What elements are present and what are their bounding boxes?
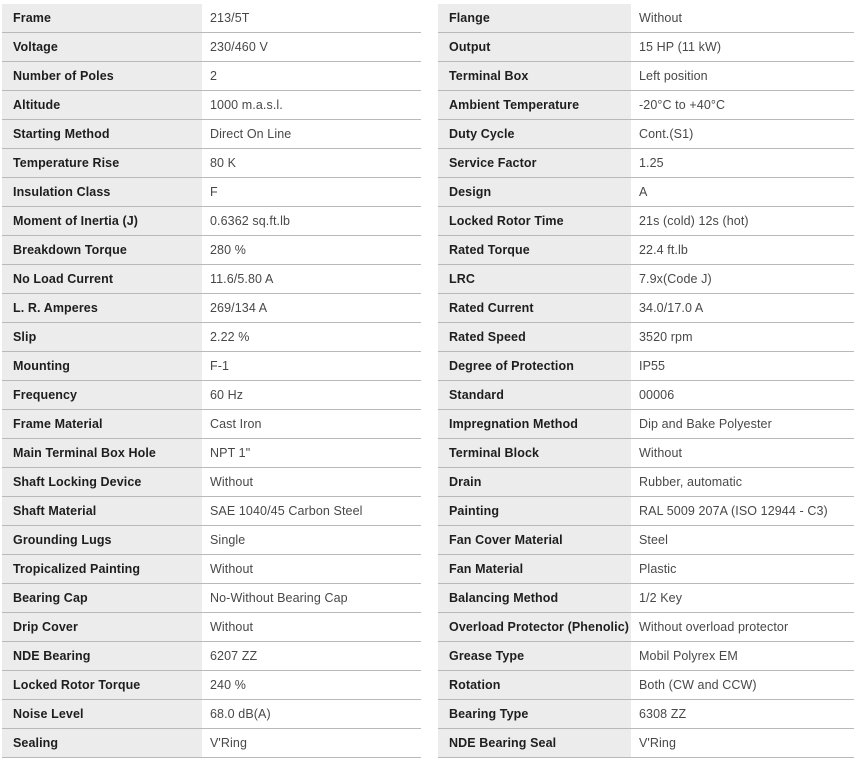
spec-value: Mobil Polyrex EM	[631, 642, 854, 670]
spec-label: Voltage	[2, 33, 202, 61]
spec-label: Terminal Block	[438, 439, 631, 467]
spec-row	[2, 381, 421, 410]
spec-label: Duty Cycle	[438, 120, 631, 148]
spec-label: Bearing Type	[438, 700, 631, 728]
spec-label: Number of Poles	[2, 62, 202, 90]
spec-row	[438, 700, 854, 729]
spec-row	[438, 33, 854, 62]
spec-value: 11.6/5.80 A	[202, 265, 421, 293]
spec-label: Impregnation Method	[438, 410, 631, 438]
spec-label: Bearing Cap	[2, 584, 202, 612]
spec-value: -20°C to +40°C	[631, 91, 854, 119]
spec-label: Frequency	[2, 381, 202, 409]
spec-label: Flange	[438, 4, 631, 32]
spec-row	[2, 236, 421, 265]
spec-label: Grounding Lugs	[2, 526, 202, 554]
spec-row	[2, 120, 421, 149]
spec-row	[438, 265, 854, 294]
spec-row	[438, 468, 854, 497]
spec-row	[438, 410, 854, 439]
spec-value: 34.0/17.0 A	[631, 294, 854, 322]
spec-label: LRC	[438, 265, 631, 293]
spec-label: Locked Rotor Torque	[2, 671, 202, 699]
spec-label: Terminal Box	[438, 62, 631, 90]
spec-value: Cast Iron	[202, 410, 421, 438]
spec-row	[438, 323, 854, 352]
spec-row	[438, 613, 854, 642]
spec-value: 15 HP (11 kW)	[631, 33, 854, 61]
spec-row	[2, 91, 421, 120]
spec-row	[2, 4, 421, 33]
spec-row	[438, 62, 854, 91]
spec-label: Noise Level	[2, 700, 202, 728]
spec-label: Shaft Material	[2, 497, 202, 525]
spec-value: 7.9x(Code J)	[631, 265, 854, 293]
spec-value: 1.25	[631, 149, 854, 177]
spec-table-right	[438, 4, 854, 768]
spec-value: Direct On Line	[202, 120, 421, 148]
spec-value: 21s (cold) 12s (hot)	[631, 207, 854, 235]
spec-label: Altitude	[2, 91, 202, 119]
spec-label: Fan Material	[438, 555, 631, 583]
spec-value: 1000 m.a.s.l.	[202, 91, 421, 119]
spec-value: SAE 1040/45 Carbon Steel	[202, 497, 421, 525]
spec-value: 00006	[631, 381, 854, 409]
spec-value: 2	[202, 62, 421, 90]
spec-row	[2, 642, 421, 671]
spec-value: 60 Hz	[202, 381, 421, 409]
spec-label: Frame	[2, 4, 202, 32]
spec-value: NPT 1"	[202, 439, 421, 467]
spec-table-left	[2, 4, 421, 768]
spec-label: Output	[438, 33, 631, 61]
spec-value: 6207 ZZ	[202, 642, 421, 670]
spec-row	[438, 526, 854, 555]
spec-label: Rated Current	[438, 294, 631, 322]
spec-label: Starting Method	[2, 120, 202, 148]
spec-value: 0.6362 sq.ft.lb	[202, 207, 421, 235]
spec-row	[2, 729, 421, 758]
spec-label: Mounting	[2, 352, 202, 380]
spec-label: Temperature Rise	[2, 149, 202, 177]
spec-value: 240 %	[202, 671, 421, 699]
spec-value: Without	[631, 439, 854, 467]
spec-label: Moment of Inertia (J)	[2, 207, 202, 235]
spec-value: Dip and Bake Polyester	[631, 410, 854, 438]
spec-label: Painting	[438, 497, 631, 525]
spec-label: NDE Bearing	[2, 642, 202, 670]
spec-label: No Load Current	[2, 265, 202, 293]
spec-label: Degree of Protection	[438, 352, 631, 380]
spec-value: Single	[202, 526, 421, 554]
spec-value: 68.0 dB(A)	[202, 700, 421, 728]
spec-value: F-1	[202, 352, 421, 380]
spec-row	[2, 294, 421, 323]
spec-row	[2, 671, 421, 700]
spec-label: Overload Protector (Phenolic)	[438, 613, 631, 641]
spec-label: Grease Type	[438, 642, 631, 670]
spec-value: 230/460 V	[202, 33, 421, 61]
spec-label: Service Factor	[438, 149, 631, 177]
spec-value: Steel	[631, 526, 854, 554]
spec-value: Without	[202, 468, 421, 496]
spec-value: 1/2 Key	[631, 584, 854, 612]
spec-value: 213/5T	[202, 4, 421, 32]
spec-value: Without	[202, 613, 421, 641]
spec-label: Main Terminal Box Hole	[2, 439, 202, 467]
spec-value: Without	[631, 4, 854, 32]
spec-row	[2, 149, 421, 178]
spec-label: Tropicalized Painting	[2, 555, 202, 583]
spec-row	[2, 33, 421, 62]
spec-row	[2, 410, 421, 439]
spec-value: V'Ring	[631, 729, 854, 757]
spec-row	[438, 497, 854, 526]
spec-label: Breakdown Torque	[2, 236, 202, 264]
spec-label: NDE Bearing Seal	[438, 729, 631, 757]
spec-label: Shaft Locking Device	[2, 468, 202, 496]
spec-row	[438, 91, 854, 120]
spec-row	[2, 178, 421, 207]
spec-value: F	[202, 178, 421, 206]
spec-row	[438, 352, 854, 381]
spec-row	[2, 497, 421, 526]
spec-label: Insulation Class	[2, 178, 202, 206]
spec-label: L. R. Amperes	[2, 294, 202, 322]
spec-label: Design	[438, 178, 631, 206]
spec-label: Rated Torque	[438, 236, 631, 264]
spec-row	[438, 294, 854, 323]
spec-row	[2, 613, 421, 642]
spec-row	[2, 323, 421, 352]
spec-label: Fan Cover Material	[438, 526, 631, 554]
spec-row	[438, 207, 854, 236]
spec-row	[438, 439, 854, 468]
spec-row	[438, 4, 854, 33]
spec-row	[438, 555, 854, 584]
spec-row	[438, 178, 854, 207]
spec-value: 80 K	[202, 149, 421, 177]
spec-value: A	[631, 178, 854, 206]
spec-value: 6308 ZZ	[631, 700, 854, 728]
spec-row	[438, 729, 854, 758]
spec-value: Without	[202, 555, 421, 583]
spec-value: Left position	[631, 62, 854, 90]
spec-row	[438, 584, 854, 613]
spec-value: IP55	[631, 352, 854, 380]
spec-value: Cont.(S1)	[631, 120, 854, 148]
spec-value: Rubber, automatic	[631, 468, 854, 496]
spec-row	[2, 265, 421, 294]
spec-label: Drain	[438, 468, 631, 496]
spec-value: Plastic	[631, 555, 854, 583]
spec-label: Standard	[438, 381, 631, 409]
spec-row	[438, 120, 854, 149]
spec-row	[2, 62, 421, 91]
spec-value: V'Ring	[202, 729, 421, 757]
spec-label: Sealing	[2, 729, 202, 757]
spec-label: Balancing Method	[438, 584, 631, 612]
spec-value: 280 %	[202, 236, 421, 264]
spec-label: Drip Cover	[2, 613, 202, 641]
spec-value: 269/134 A	[202, 294, 421, 322]
spec-label: Rotation	[438, 671, 631, 699]
spec-label: Ambient Temperature	[438, 91, 631, 119]
spec-label: Frame Material	[2, 410, 202, 438]
spec-row	[2, 352, 421, 381]
spec-label: Rated Speed	[438, 323, 631, 351]
spec-label: Slip	[2, 323, 202, 351]
spec-row	[2, 526, 421, 555]
spec-value: 22.4 ft.lb	[631, 236, 854, 264]
spec-row	[2, 700, 421, 729]
spec-value: No-Without Bearing Cap	[202, 584, 421, 612]
spec-value: 3520 rpm	[631, 323, 854, 351]
spec-value: Both (CW and CCW)	[631, 671, 854, 699]
spec-row	[438, 642, 854, 671]
spec-row	[2, 468, 421, 497]
spec-value: Without overload protector	[631, 613, 854, 641]
spec-row	[2, 555, 421, 584]
spec-row	[2, 207, 421, 236]
spec-row	[2, 584, 421, 613]
spec-row	[438, 381, 854, 410]
spec-row	[438, 236, 854, 265]
spec-row	[438, 149, 854, 178]
spec-value: RAL 5009 207A (ISO 12944 - C3)	[631, 497, 854, 525]
spec-row	[438, 671, 854, 700]
spec-value: 2.22 %	[202, 323, 421, 351]
spec-row	[2, 439, 421, 468]
spec-label: Locked Rotor Time	[438, 207, 631, 235]
